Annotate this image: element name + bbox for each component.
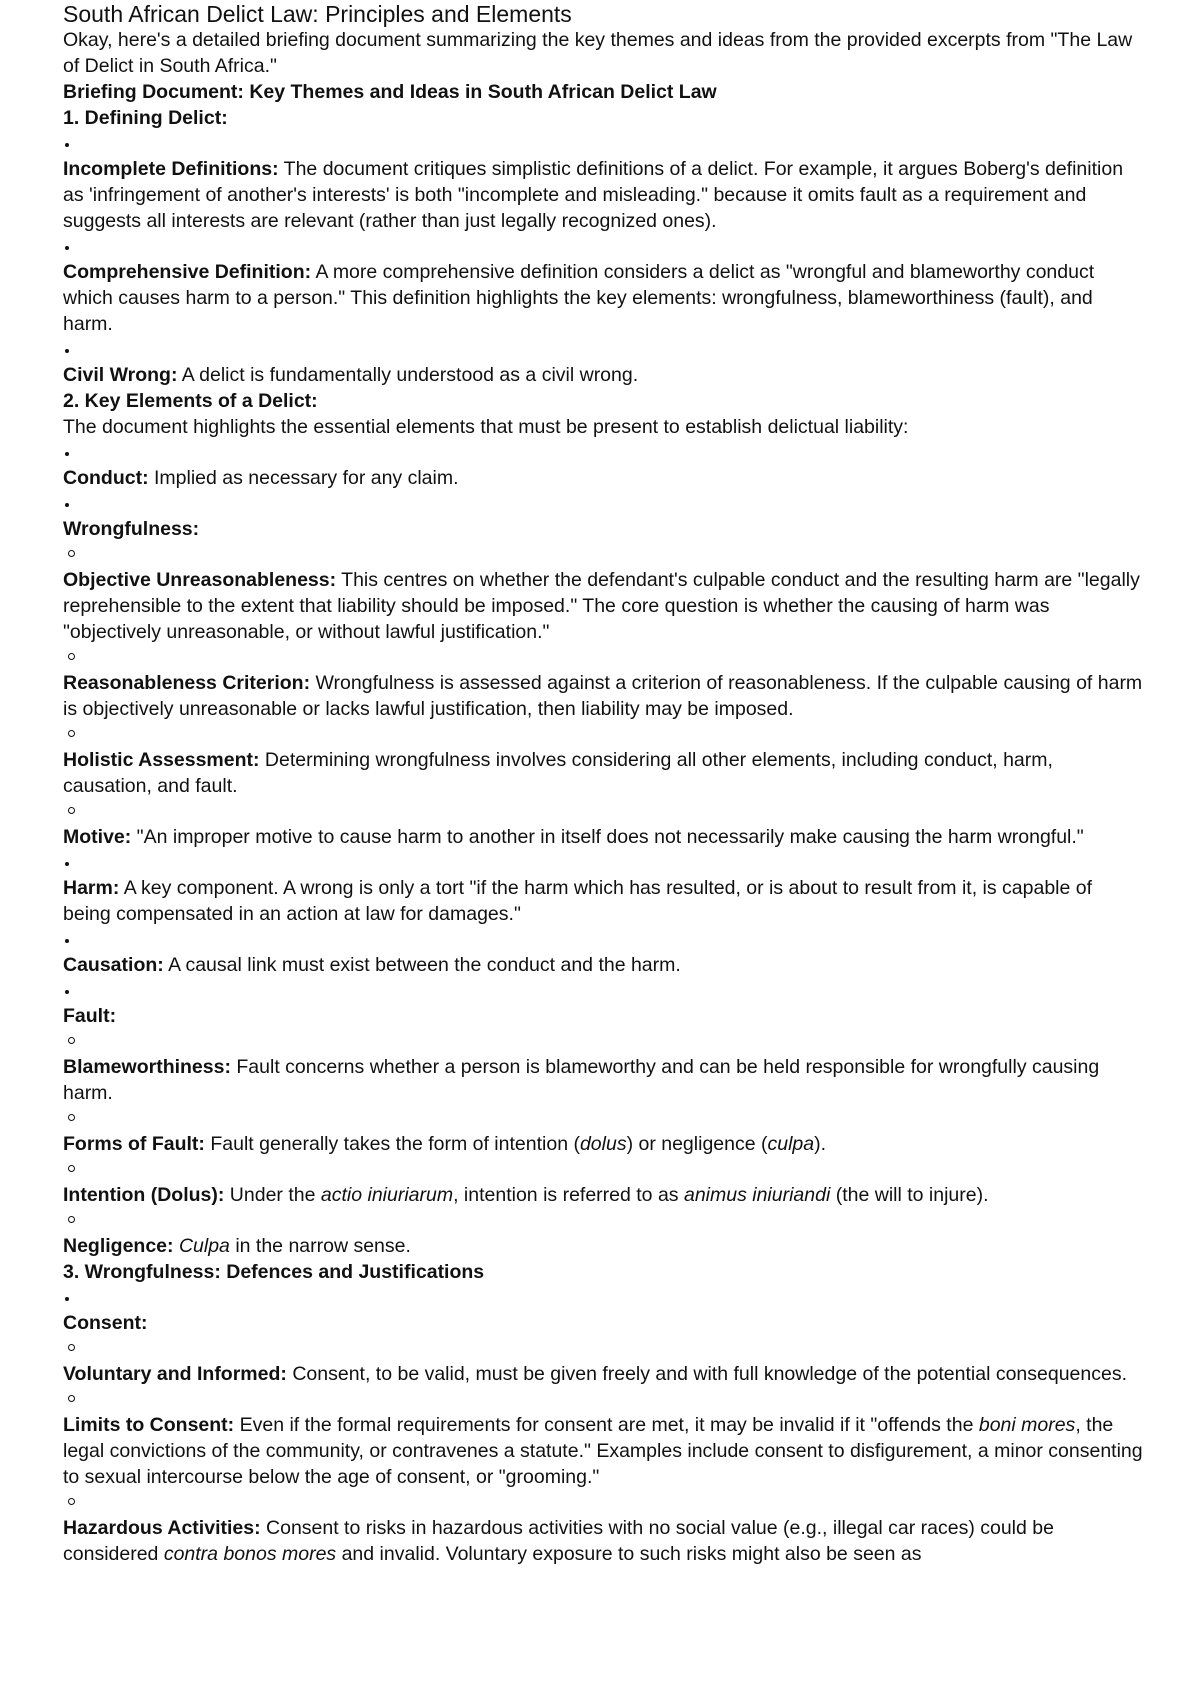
item-text: Consent to risks in hazardous activities with no social value (e.g., illegal car races) could be considered <box>63 1517 1054 1565</box>
sub-bullet-marker <box>63 1490 1143 1515</box>
sub-bullet-marker <box>63 1157 1143 1182</box>
bullet-dot-icon <box>65 503 69 507</box>
sub-bullet-marker <box>63 1387 1143 1412</box>
item-term: Forms of Fault: <box>63 1133 205 1155</box>
bullet-marker <box>63 978 1143 1003</box>
item-text: , the legal convictions of the community, or contravenes a statute." Examples include consent to disfigurement, a minor consenting to sexual intercourse below the age of consent, or "grooming." <box>63 1414 1143 1488</box>
item-text: Wrongfulness is assessed against a criterion of reasonableness. If the culpable causing of harm is objectively unreasonable or lacks lawful justification, then liability may be imposed. <box>63 672 1143 720</box>
item-term: Wrongfulness: <box>63 518 200 540</box>
item-text: A delict is fundamentally understood as a civil wrong. <box>177 364 639 386</box>
item-comprehensive-definition <box>63 259 1143 337</box>
item-term: Civil Wrong: <box>63 364 178 386</box>
item-text: Implied as necessary for any claim. <box>148 467 459 489</box>
bullet-marker <box>63 337 1143 362</box>
bullet-circle-icon <box>68 653 75 660</box>
item-text: Determining wrongfulness involves considering all other elements, including conduct, harm, causation, and fault. <box>63 749 1053 797</box>
item-term: Limits to Consent: <box>63 1414 235 1436</box>
item-text: Fault generally takes the form of intention ( <box>204 1133 580 1155</box>
bullet-circle-icon <box>68 1344 75 1351</box>
item-civil-wrong <box>63 362 1143 388</box>
item-italic: actio iniuriarum <box>320 1184 454 1206</box>
sub-bullet-marker <box>63 1029 1143 1054</box>
intro-paragraph: Okay, here's a detailed briefing document summarizing the key themes and ideas from the provided excerpts from "The Law of Delict in South Africa." <box>63 29 1133 77</box>
item-incomplete-definitions <box>63 156 1143 234</box>
document-content <box>63 0 1143 1567</box>
item-harm <box>63 875 1143 927</box>
bullet-circle-icon <box>68 1037 75 1044</box>
item-term: Voluntary and Informed: <box>63 1363 287 1385</box>
item-text: ). <box>814 1133 827 1155</box>
item-term: Causation: <box>63 954 164 976</box>
item-negligence <box>63 1233 1143 1259</box>
item-voluntary-informed <box>63 1361 1143 1387</box>
item-text: Under the <box>224 1184 321 1206</box>
item-text: Fault concerns whether a person is blameworthy and can be held responsible for wrongfully causing harm. <box>63 1056 1100 1104</box>
item-italic: dolus <box>579 1133 627 1155</box>
bullet-circle-icon <box>68 1498 75 1505</box>
bullet-marker <box>63 440 1143 465</box>
document-title: South African Delict Law: Principles and Elements <box>63 1 572 27</box>
section-lead: The document highlights the essential elements that must be present to establish delictual liability: <box>63 416 909 438</box>
item-text: in the narrow sense. <box>229 1235 411 1257</box>
bullet-circle-icon <box>68 550 75 557</box>
item-term: Blameworthiness: <box>63 1056 231 1078</box>
item-text: , intention is referred to as <box>453 1184 684 1206</box>
item-term: Hazardous Activities: <box>63 1517 261 1539</box>
item-text: Consent, to be valid, must be given freely and with full knowledge of the potential consequences. <box>286 1363 1128 1385</box>
item-italic: Culpa <box>178 1235 230 1257</box>
bullet-dot-icon <box>65 143 69 147</box>
item-term: Intention (Dolus): <box>63 1184 225 1206</box>
bullet-dot-icon <box>65 349 69 353</box>
bullet-circle-icon <box>68 807 75 814</box>
bullet-marker <box>63 234 1143 259</box>
sub-bullet-marker <box>63 542 1143 567</box>
item-term: Comprehensive Definition: <box>63 261 312 283</box>
section-heading-key-elements: 2. Key Elements of a Delict: <box>63 390 318 412</box>
item-fault <box>63 1003 1143 1029</box>
item-term: Incomplete Definitions: <box>63 158 279 180</box>
bullet-marker <box>63 491 1143 516</box>
item-causation <box>63 952 1143 978</box>
item-text: "An improper motive to cause harm to another in itself does not necessarily make causing the harm wrongful." <box>131 826 1084 848</box>
item-consent <box>63 1310 1143 1336</box>
bullet-circle-icon <box>68 1395 75 1402</box>
bullet-dot-icon <box>65 862 69 866</box>
item-term: Harm: <box>63 877 120 899</box>
item-intention <box>63 1182 1143 1208</box>
item-hazardous-activities <box>63 1515 1143 1567</box>
item-italic: boni mores <box>978 1414 1076 1436</box>
item-objective-unreasonableness <box>63 567 1143 645</box>
item-italic: animus iniuriandi <box>683 1184 831 1206</box>
bullet-marker <box>63 927 1143 952</box>
sub-bullet-marker <box>63 799 1143 824</box>
sub-bullet-marker <box>63 1208 1143 1233</box>
item-text: ) or negligence ( <box>626 1133 768 1155</box>
bullet-circle-icon <box>68 1114 75 1121</box>
bullet-circle-icon <box>68 1216 75 1223</box>
bullet-dot-icon <box>65 939 69 943</box>
sub-bullet-marker <box>63 722 1143 747</box>
item-text: and invalid. Voluntary exposure to such risks might also be seen as <box>336 1543 922 1565</box>
bullet-marker <box>63 131 1143 156</box>
item-wrongfulness <box>63 516 1143 542</box>
bullet-dot-icon <box>65 1297 69 1301</box>
item-italic: culpa <box>767 1133 815 1155</box>
item-reasonableness-criterion <box>63 670 1143 722</box>
item-term: Fault: <box>63 1005 117 1027</box>
sub-bullet-marker <box>63 1336 1143 1361</box>
item-term: Objective Unreasonableness: <box>63 569 337 591</box>
bullet-circle-icon <box>68 730 75 737</box>
item-blameworthiness <box>63 1054 1143 1106</box>
bullet-marker <box>63 850 1143 875</box>
bullet-dot-icon <box>65 990 69 994</box>
item-limits-to-consent <box>63 1412 1143 1490</box>
briefing-heading: Briefing Document: Key Themes and Ideas in South African Delict Law <box>63 81 717 103</box>
item-term: Reasonableness Criterion: <box>63 672 311 694</box>
item-text: A key component. A wrong is only a tort "if the harm which has resulted, or is about to result from it, is capable of being compensated in an action at law for damages." <box>63 877 1093 925</box>
bullet-circle-icon <box>68 1165 75 1172</box>
item-text: (the will to injure). <box>830 1184 989 1206</box>
item-text: A more comprehensive definition considers a delict as "wrongful and blameworthy conduct which causes harm to a person." This definition highlights the key elements: wrongfulness, blameworthiness (fault), and harm. <box>63 261 1095 335</box>
item-term: Negligence: <box>63 1235 174 1257</box>
item-term: Consent: <box>63 1312 148 1334</box>
item-text: The document critiques simplistic definitions of a delict. For example, it argues Boberg's definition as 'infringement of another's interests' is both "incomplete and misleading." because it omits fault as a requirement and suggests all interests are relevant (rather than just legally recognized ones). <box>63 158 1124 232</box>
item-term: Motive: <box>63 826 132 848</box>
item-motive <box>63 824 1143 850</box>
item-text: A causal link must exist between the conduct and the harm. <box>163 954 681 976</box>
bullet-marker <box>63 1285 1143 1310</box>
item-conduct <box>63 465 1143 491</box>
bullet-dot-icon <box>65 452 69 456</box>
bullet-dot-icon <box>65 246 69 250</box>
item-forms-of-fault <box>63 1131 1143 1157</box>
section-heading-defences: 3. Wrongfulness: Defences and Justifications <box>63 1261 485 1283</box>
item-text: This centres on whether the defendant's culpable conduct and the resulting harm are "legally reprehensible to the extent that liability should be imposed." The core question is whether the causing of harm was "objectively unreasonable, or without lawful justification." <box>63 569 1140 643</box>
item-term: Holistic Assessment: <box>63 749 260 771</box>
item-term: Conduct: <box>63 467 149 489</box>
item-italic: contra bonos mores <box>163 1543 337 1565</box>
sub-bullet-marker <box>63 645 1143 670</box>
sub-bullet-marker <box>63 1106 1143 1131</box>
item-holistic-assessment <box>63 747 1143 799</box>
section-heading-defining-delict: 1. Defining Delict: <box>63 107 228 129</box>
item-text: Even if the formal requirements for consent are met, it may be invalid if it "offends the <box>234 1414 979 1436</box>
